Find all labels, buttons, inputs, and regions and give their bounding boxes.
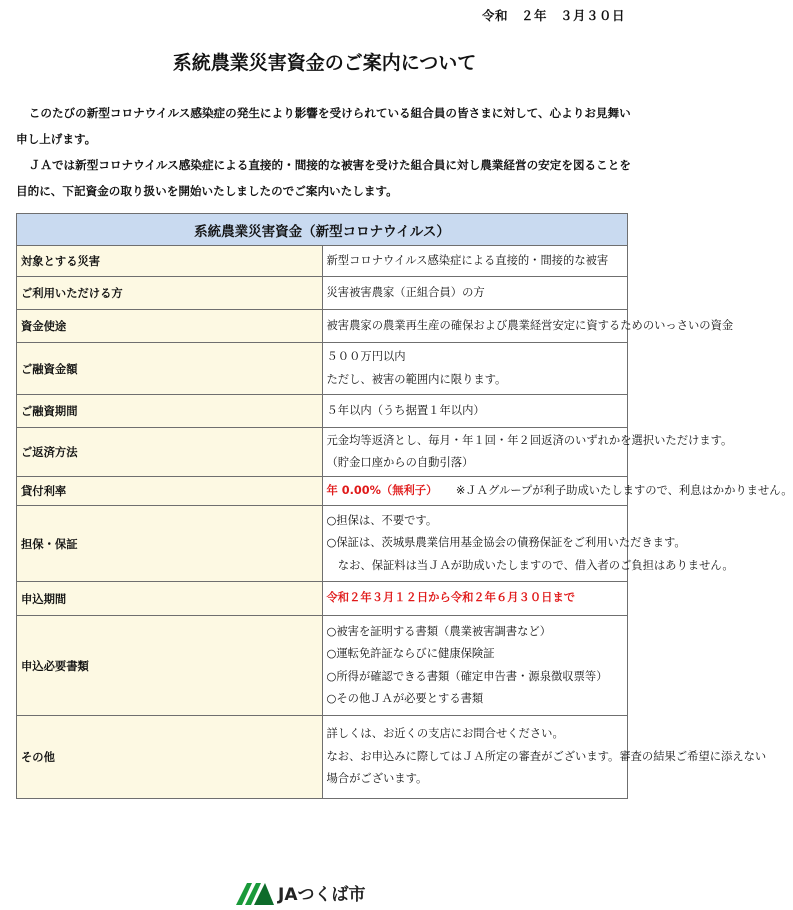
value-line: ５年以内（うち据置１年以内） bbox=[326, 403, 485, 417]
application-period: 令和２年３月１２日から令和２年６月３０日まで bbox=[326, 591, 576, 605]
table-row bbox=[17, 582, 628, 616]
table-row bbox=[17, 616, 628, 716]
table-row bbox=[17, 428, 628, 477]
row-label: 申込必要書類 bbox=[17, 616, 323, 716]
value-line: 被害農家の農業再生産の確保および農業経営安定に資するためのいっさいの資金 bbox=[326, 318, 734, 332]
table-header-row bbox=[17, 214, 628, 246]
table-row bbox=[17, 343, 628, 395]
row-label: 資金使途 bbox=[17, 310, 323, 343]
value-line: 場合がございます。 bbox=[326, 772, 428, 786]
value-line: 詳しくは、お近くの支店にお問合せください。 bbox=[326, 727, 564, 741]
row-value bbox=[322, 310, 734, 343]
table-row bbox=[17, 716, 628, 799]
row-label: 申込期間 bbox=[17, 582, 323, 616]
table-row bbox=[17, 246, 628, 277]
value-line: ○その他ＪＡが必要とする書類 bbox=[326, 692, 484, 705]
value-line bbox=[326, 480, 793, 503]
row-label: 貸付利率 bbox=[17, 477, 323, 506]
table-row bbox=[17, 310, 628, 343]
row-label: 担保・保証 bbox=[17, 506, 323, 582]
value-line: ○運転免許証ならびに健康保険証 bbox=[326, 647, 495, 660]
value-line: ５００万円以内 bbox=[326, 350, 406, 363]
value-line: ○担保は、不要です。 bbox=[326, 513, 438, 527]
table-row bbox=[17, 277, 628, 310]
table-row bbox=[17, 477, 628, 506]
value-line: 新型コロナウイルス感染症による直接的・間接的な被害 bbox=[326, 253, 609, 267]
loan-info-table bbox=[16, 213, 793, 799]
value-line: ○所得が確認できる書類（確定申告書・源泉徴収票等） bbox=[326, 669, 608, 683]
intro-paragraph-1: このたびの新型コロナウイルス感染症の発生により影響を受けられている組合員の皆さまに対して、心よりお見舞い申し上げます。 bbox=[16, 106, 631, 146]
intro-text bbox=[16, 100, 636, 204]
page-title: 系統農業災害資金のご案内について bbox=[172, 52, 477, 74]
value-line: （貯金口座からの自動引落） bbox=[326, 456, 474, 469]
value-line: ○被害を証明する書類（農業被害調書など） bbox=[326, 624, 551, 638]
table-row bbox=[17, 506, 628, 582]
row-label: ご融資金額 bbox=[17, 343, 323, 395]
ja-logo bbox=[236, 878, 365, 906]
value-line: なお、お申込みに際してはＪＡ所定の審査がございます。審査の結果ご希望に添えない bbox=[326, 749, 767, 763]
value-line: 元金均等返済とし、毎月・年１回・年２回返済のいずれかを選択いただけます。 bbox=[326, 433, 733, 447]
row-value bbox=[322, 246, 628, 277]
logo-text: JAつくば市 bbox=[278, 884, 366, 905]
table-row bbox=[17, 395, 628, 428]
value-line: 災害被害農家（正組合員）の方 bbox=[326, 285, 485, 299]
row-value bbox=[322, 395, 628, 428]
row-label: その他 bbox=[17, 716, 323, 799]
row-label: ご利用いただける方 bbox=[17, 277, 323, 310]
row-label: ご返済方法 bbox=[17, 428, 323, 477]
interest-note: ※ＪＡグループが利子助成いたしますので、利息はかかりません。 bbox=[455, 483, 793, 497]
row-value bbox=[322, 616, 628, 716]
row-value bbox=[322, 343, 628, 395]
row-value bbox=[322, 428, 733, 477]
rate-spacer bbox=[441, 484, 452, 497]
table-header: 系統農業災害資金（新型コロナウイルス） bbox=[17, 214, 628, 246]
row-value bbox=[322, 477, 793, 506]
row-value bbox=[322, 277, 628, 310]
value-line: ただし、被害の範囲内に限ります。 bbox=[326, 372, 507, 386]
row-value bbox=[322, 582, 628, 616]
ja-mark-icon bbox=[236, 879, 274, 905]
row-label: ご融資期間 bbox=[17, 395, 323, 428]
row-label: 対象とする災害 bbox=[17, 246, 323, 277]
interest-rate: 年 0.00%（無利子） bbox=[326, 483, 438, 497]
row-value bbox=[322, 506, 734, 582]
issue-date: 令和 ２年 ３月３０日 bbox=[481, 8, 625, 23]
intro-paragraph-2: ＪＡでは新型コロナウイルス感染症による直接的・間接的な被害を受けた組合員に対し農業経営の安定を図ることを目的に、下記資金の取り扱いを開始いたしましたのでご案内いたします。 bbox=[16, 158, 631, 198]
value-line: なお、保証料は当ＪＡが助成いたしますので、借入者のご負担はありません。 bbox=[326, 558, 734, 572]
value-line: ○保証は、茨城県農業信用基金協会の債務保証をご利用いただきます。 bbox=[326, 536, 686, 550]
row-value bbox=[322, 716, 767, 799]
